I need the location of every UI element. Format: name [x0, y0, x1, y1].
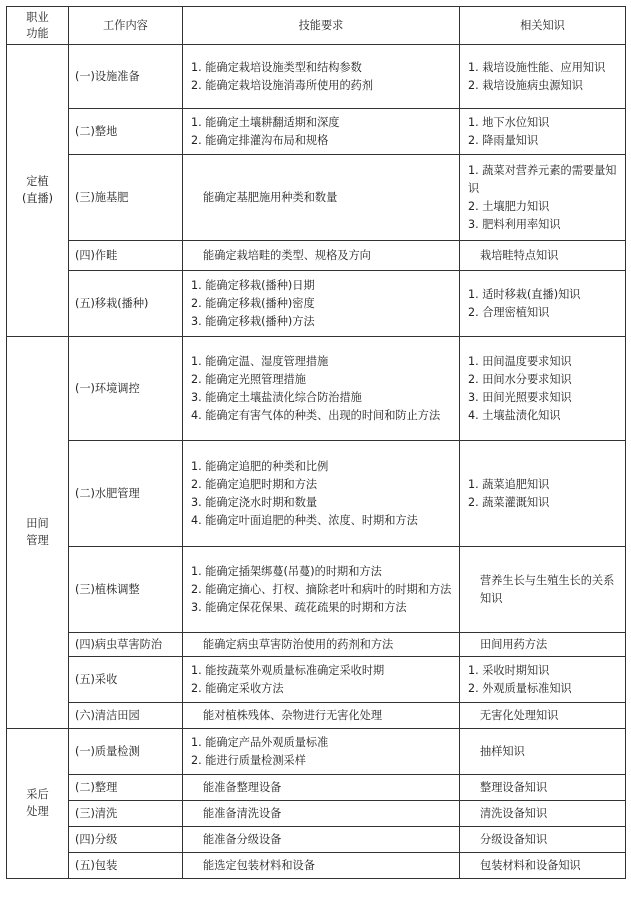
related-knowledge-cell [460, 853, 626, 879]
function-name-line: 田间 [26, 517, 49, 531]
table-row [7, 337, 626, 441]
skill-item: 2. 能确定采收方法 [191, 681, 284, 695]
related-knowledge-cell [460, 241, 626, 271]
skill-requirement-cell [183, 547, 460, 633]
table-row [7, 109, 626, 155]
work-content-cell: (二)整理 [69, 775, 183, 801]
related-knowledge-cell [460, 827, 626, 853]
skill-item: 2. 能确定追肥时期和方法 [191, 477, 318, 491]
related-knowledge-cell [460, 703, 626, 729]
function-name-line: 采后 [26, 788, 49, 802]
work-content-cell: (四)分级 [69, 827, 183, 853]
knowledge-item: 整理设备知识 [480, 780, 548, 794]
skill-item: 1. 能确定追肥的种类和比例 [191, 460, 329, 473]
skill-item: 4. 能确定叶面追肥的种类、浓度、时期和方法 [191, 513, 418, 527]
table-row [7, 827, 626, 853]
function-cell [7, 729, 69, 879]
knowledge-item: 栽培畦特点知识 [480, 248, 559, 262]
related-knowledge-cell [460, 729, 626, 775]
related-knowledge-cell [460, 45, 626, 109]
skill-item: 1. 能确定移栽(播种)日期 [191, 278, 315, 292]
skill-item: 1. 能确定插架绑蔓(吊蔓)的时期和方法 [191, 564, 382, 578]
skill-item: 能准备整理设备 [203, 780, 282, 794]
knowledge-item: 1. 栽培设施性能、应用知识 [468, 60, 606, 74]
function-cell [7, 45, 69, 337]
knowledge-item: 1. 蔬菜追肥知识 [468, 477, 550, 491]
table-row [7, 633, 626, 657]
work-content-cell: (六)清洁田园 [69, 703, 183, 729]
header-row [7, 7, 626, 45]
skill-item: 2. 能确定摘心、打杈、摘除老叶和病叶的时期和方法 [191, 582, 452, 596]
table-row [7, 729, 626, 775]
function-name-line: 处理 [26, 804, 49, 818]
skill-requirement-cell [183, 155, 460, 241]
knowledge-item: 3. 田间光照要求知识 [468, 390, 572, 404]
work-content-cell: (三)施基肥 [69, 155, 183, 241]
skill-requirement-cell [183, 633, 460, 657]
skills-table [6, 6, 626, 879]
skill-item: 4. 能确定有害气体的种类、出现的时间和防止方法 [191, 408, 441, 422]
function-name-line: (直播) [21, 191, 54, 205]
table-row [7, 547, 626, 633]
skill-item: 3. 能确定浇水时期和数量 [191, 495, 318, 509]
skill-item: 1. 能按蔬菜外观质量标准确定采收时期 [191, 663, 385, 677]
function-cell [7, 337, 69, 729]
knowledge-item: 1. 适时移栽(直播)知识 [468, 287, 581, 301]
skill-requirement-cell [183, 271, 460, 337]
function-name-line: 定植 [26, 175, 49, 189]
skill-requirement-cell [183, 801, 460, 827]
knowledge-item: 包装材料和设备知识 [480, 858, 581, 872]
skill-item: 2. 能确定栽培设施消毒所使用的药剂 [191, 78, 374, 92]
knowledge-item: 3. 肥料利用率知识 [468, 217, 561, 231]
knowledge-item: 无害化处理知识 [480, 708, 559, 722]
related-knowledge-cell [460, 271, 626, 337]
related-knowledge-cell [460, 155, 626, 241]
table-row [7, 775, 626, 801]
table-row [7, 703, 626, 729]
knowledge-item: 2. 栽培设施病虫源知识 [468, 78, 583, 92]
skill-item: 能对植株残体、杂物进行无害化处理 [203, 708, 383, 722]
skill-requirement-cell [183, 45, 460, 109]
knowledge-item: 4. 土壤盐渍化知识 [468, 408, 561, 422]
skill-requirement-cell [183, 775, 460, 801]
skill-item: 2. 能确定排灌沟布局和规格 [191, 133, 329, 147]
work-content-cell: (一)设施准备 [69, 45, 183, 109]
skill-item: 1. 能确定温、湿度管理措施 [191, 355, 329, 368]
skill-item: 3. 能确定土壤盐渍化综合防治措施 [191, 390, 362, 404]
header-knowledge: 相关知识 [460, 7, 626, 45]
work-content-cell: (五)移栽(播种) [69, 271, 183, 337]
related-knowledge-cell [460, 441, 626, 547]
work-content-cell: (五)采收 [69, 657, 183, 703]
work-content-cell: (四)病虫草害防治 [69, 633, 183, 657]
knowledge-item: 分级设备知识 [480, 832, 548, 846]
skill-item: 2. 能确定移栽(播种)密度 [191, 296, 315, 310]
skill-requirement-cell [183, 703, 460, 729]
skill-item: 能选定包装材料和设备 [203, 858, 315, 872]
skill-item: 2. 能确定光照管理措施 [191, 372, 306, 386]
knowledge-item: 营养生长与生殖生长的关系知识 [480, 573, 615, 605]
related-knowledge-cell [460, 547, 626, 633]
skill-item: 能确定基肥施用种类和数量 [203, 190, 338, 204]
table-row [7, 657, 626, 703]
knowledge-item: 抽样知识 [480, 744, 525, 758]
skill-item: 1. 能确定栽培设施类型和结构参数 [191, 60, 362, 74]
table-row [7, 241, 626, 271]
knowledge-item: 田间用药方法 [480, 637, 548, 651]
skill-requirement-cell [183, 657, 460, 703]
header-work: 工作内容 [69, 7, 183, 45]
knowledge-item: 2. 合理密植知识 [468, 305, 550, 319]
table-row [7, 853, 626, 879]
work-content-cell: (三)植株调整 [69, 547, 183, 633]
skill-item: 能确定栽培畦的类型、规格及方向 [203, 248, 371, 262]
knowledge-item: 2. 降雨量知识 [468, 133, 539, 147]
skill-requirement-cell [183, 441, 460, 547]
skill-requirement-cell [183, 109, 460, 155]
work-content-cell: (一)质量检测 [69, 729, 183, 775]
related-knowledge-cell [460, 657, 626, 703]
work-content-cell: (四)作畦 [69, 241, 183, 271]
table-row [7, 271, 626, 337]
knowledge-item: 2. 外观质量标准知识 [468, 681, 572, 695]
related-knowledge-cell [460, 801, 626, 827]
table-row [7, 801, 626, 827]
knowledge-item: 1. 地下水位知识 [468, 115, 550, 129]
table-row [7, 441, 626, 547]
skill-requirement-cell [183, 337, 460, 441]
header-skill: 技能要求 [183, 7, 460, 45]
knowledge-item: 清洗设备知识 [480, 806, 548, 820]
header-function: 职业 功能 [7, 7, 69, 45]
function-name-line: 管理 [26, 533, 49, 547]
knowledge-item: 2. 土壤肥力知识 [468, 199, 550, 213]
skill-item: 能准备清洗设备 [203, 806, 282, 820]
skill-item: 能确定病虫草害防治使用的药剂和方法 [203, 637, 394, 651]
related-knowledge-cell [460, 337, 626, 441]
work-content-cell: (二)整地 [69, 109, 183, 155]
knowledge-item: 2. 田间水分要求知识 [468, 372, 572, 386]
work-content-cell: (三)清洗 [69, 801, 183, 827]
skill-item: 能准备分级设备 [203, 832, 282, 846]
table-row [7, 155, 626, 241]
skill-requirement-cell [183, 853, 460, 879]
knowledge-item: 1. 采收时期知识 [468, 663, 550, 677]
knowledge-item: 2. 蔬菜灌溉知识 [468, 495, 550, 509]
skill-item: 2. 能进行质量检测采样 [191, 753, 306, 767]
knowledge-item: 1. 蔬菜对营养元素的需要量知识 [468, 164, 617, 195]
knowledge-item: 1. 田间温度要求知识 [468, 355, 572, 368]
skill-item: 3. 能确定保花保果、疏花疏果的时期和方法 [191, 600, 407, 614]
work-content-cell: (二)水肥管理 [69, 441, 183, 547]
work-content-cell: (一)环境调控 [69, 337, 183, 441]
skill-item: 1. 能确定土壤耕翻适期和深度 [191, 115, 340, 129]
skill-item: 1. 能确定产品外观质量标准 [191, 735, 329, 749]
work-content-cell: (五)包装 [69, 853, 183, 879]
skill-requirement-cell [183, 241, 460, 271]
related-knowledge-cell [460, 775, 626, 801]
table-row [7, 45, 626, 109]
related-knowledge-cell [460, 109, 626, 155]
skill-item: 3. 能确定移栽(播种)方法 [191, 314, 315, 328]
skill-requirement-cell [183, 729, 460, 775]
skill-requirement-cell [183, 827, 460, 853]
related-knowledge-cell [460, 633, 626, 657]
